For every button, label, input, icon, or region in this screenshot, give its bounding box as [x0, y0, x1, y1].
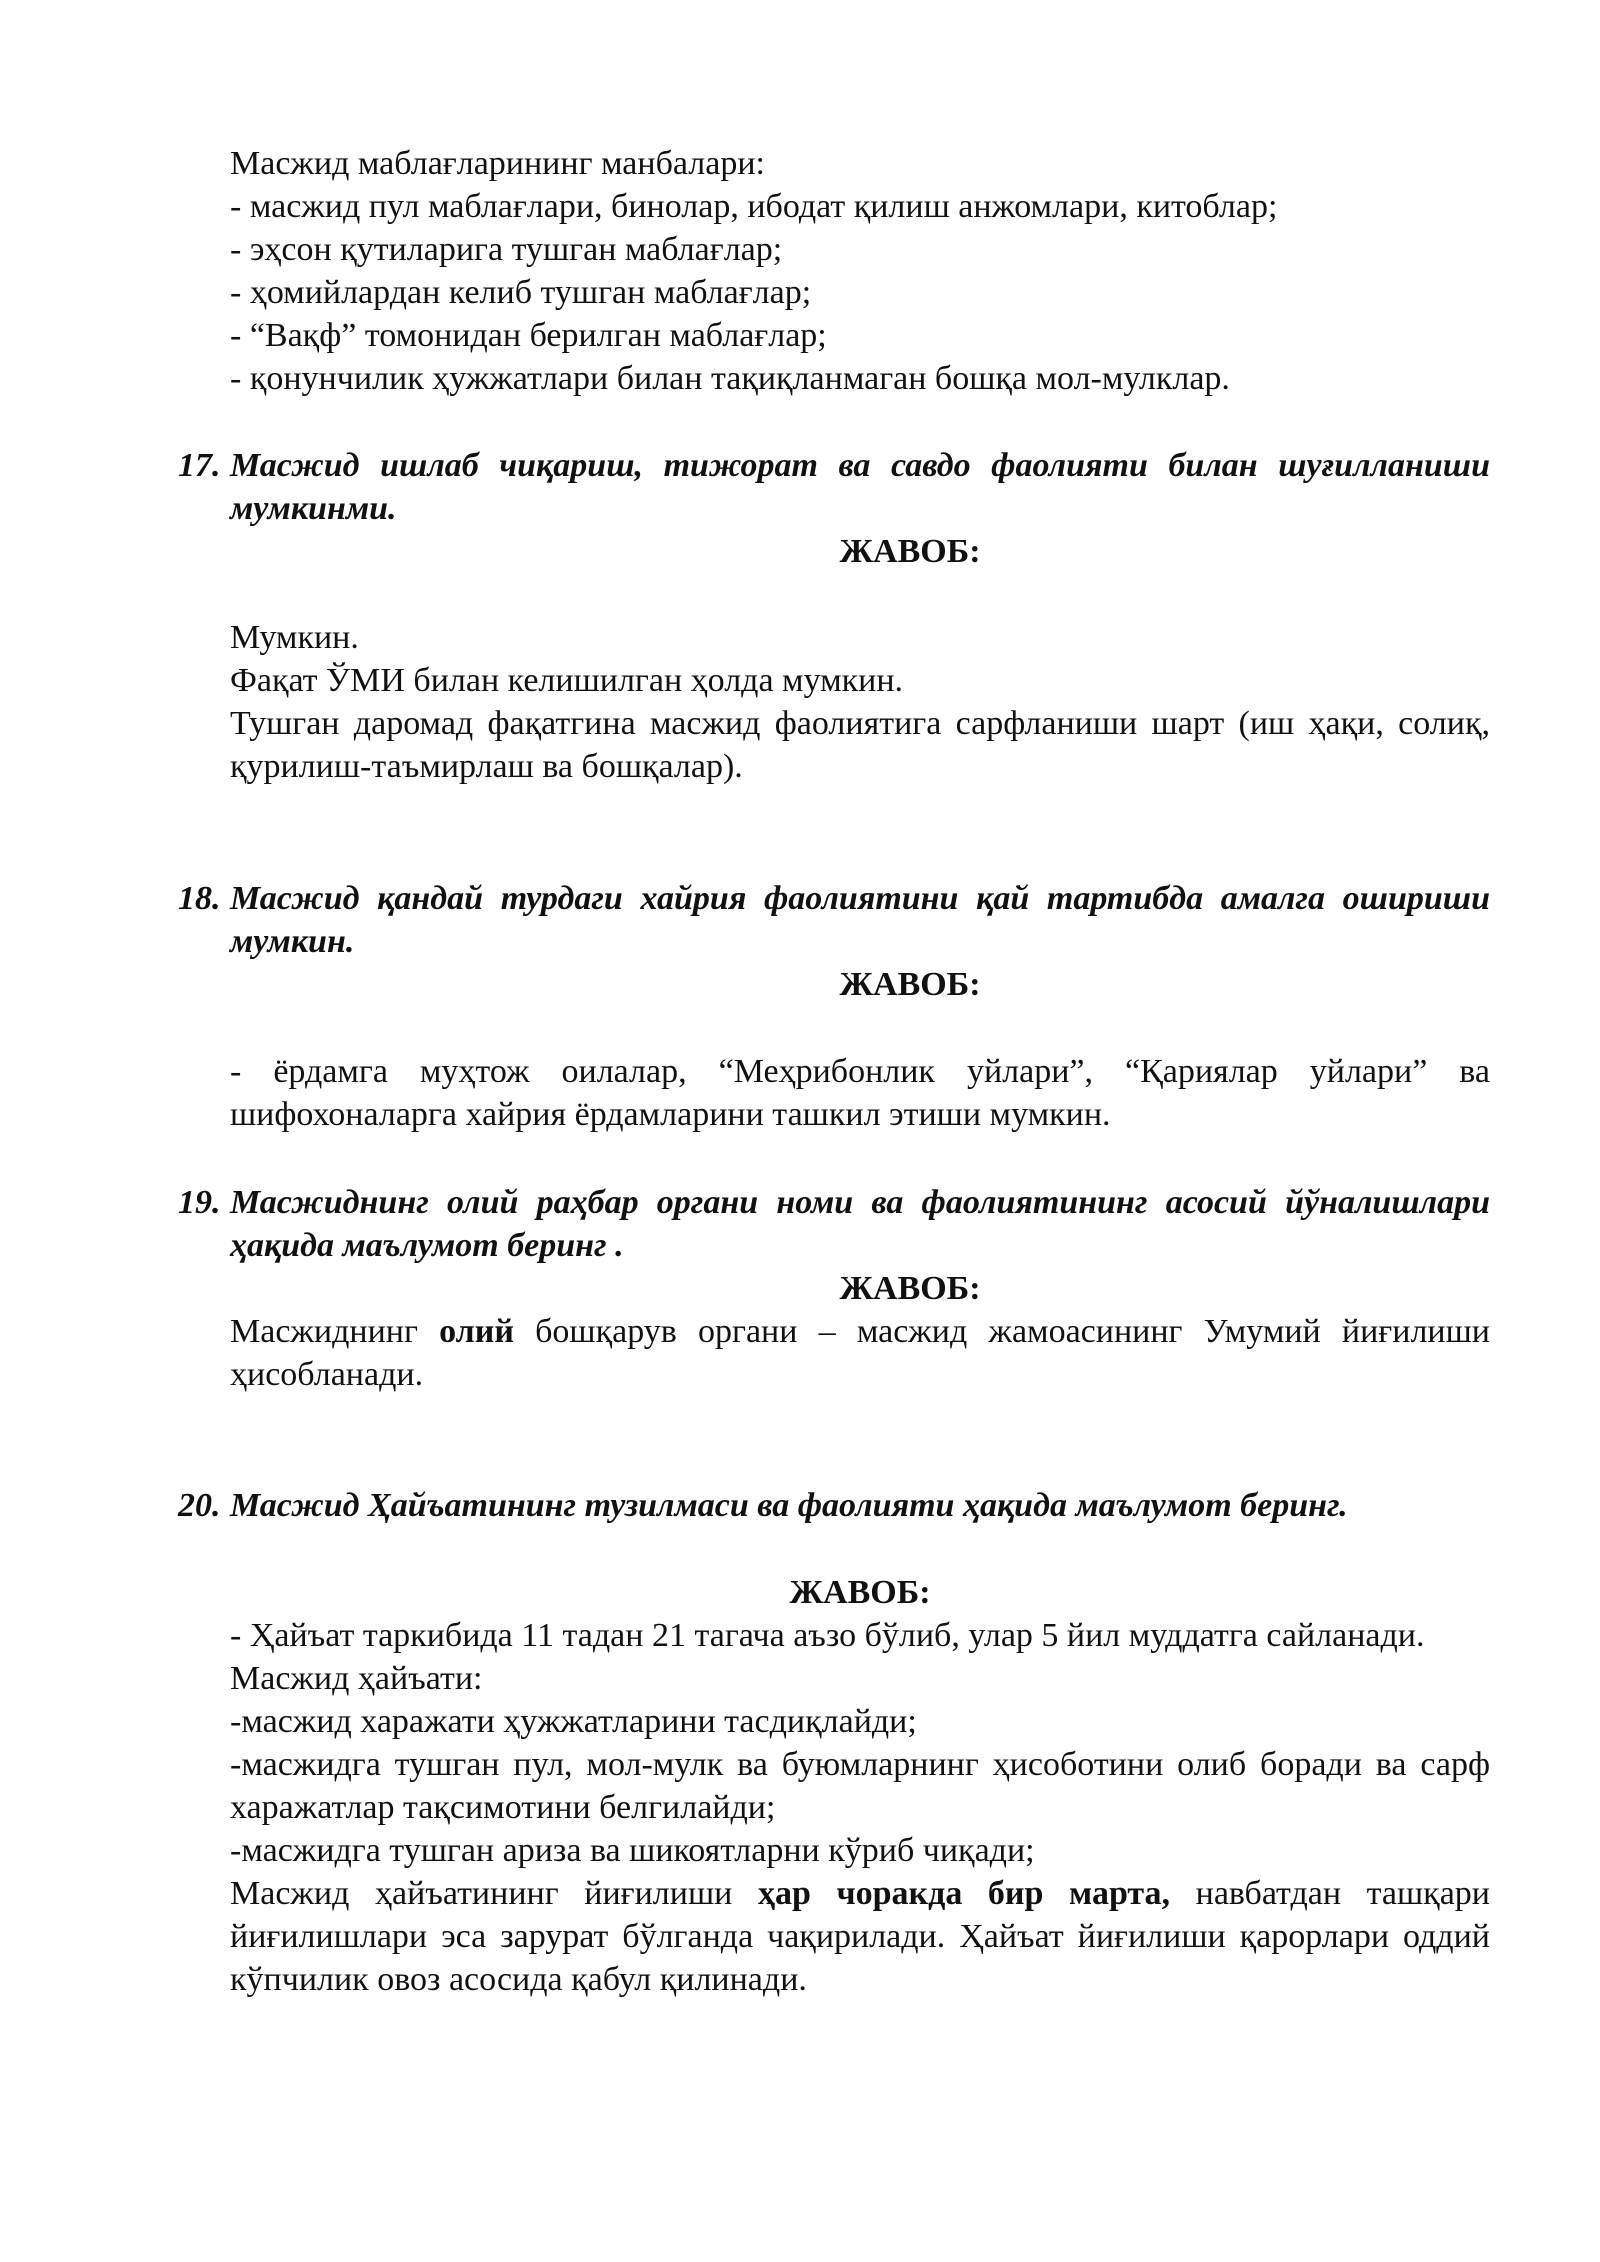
- answer-line: Фақат ЎМИ билан келишилган ҳолда мумкин.: [230, 662, 904, 699]
- question-number: 20.: [178, 1487, 221, 1524]
- answer-18: [230, 1050, 1490, 1136]
- answer-paragraph: - Ҳайъат таркибида 11 тадан 21 тагача аъзо бўлиб, улар 5 йил муддатга сайланади.: [230, 1617, 1425, 1654]
- answer-label: ЖАВОБ:: [839, 966, 981, 1003]
- answer-item: -масжидга тушган ариза ва шикоятларни кўриб чиқади;: [230, 1832, 1035, 1869]
- answer-label: ЖАВОБ:: [839, 533, 981, 570]
- answer-heading: Масжид ҳайъати:: [230, 1660, 483, 1697]
- funding-item: - қонунчилик ҳужжатлари билан тақиқланмаган бошқа мол-мулклар.: [230, 360, 1230, 397]
- answer-19: [230, 1310, 1490, 1396]
- answer-paragraph: Тушган даромад фақатгина масжид фаолиятига сарфланиши шарт (иш ҳақи, солиқ, қурилиш-таъмирлаш ва бошқалар).: [230, 705, 1490, 785]
- question-number: 18.: [178, 880, 221, 917]
- answer-20: [230, 1614, 1490, 2001]
- question-text: Масжид ишлаб чиқариш, тижорат ва савдо фаолияти билан шуғилланиши мумкинми.: [230, 447, 1490, 527]
- question-text: Масжиднинг олий раҳбар органи номи ва фаолиятининг асосий йўналишлари ҳақида маълумот беринг .: [230, 1184, 1490, 1264]
- funding-sources-heading: Масжид маблағларининг манбалари:: [230, 145, 765, 182]
- question-18: [178, 877, 1490, 963]
- funding-item: - эҳсон қутиларига тушган маблағлар;: [230, 231, 783, 268]
- question-20: [178, 1484, 1490, 1527]
- answer-17: [230, 616, 1490, 788]
- bold-term: ҳар чоракда бир марта,: [757, 1875, 1171, 1912]
- funding-sources-section: [230, 142, 1490, 400]
- funding-item: - “Вақф” томонидан берилган маблағлар;: [230, 317, 827, 354]
- question-text: Масжид қандай турдаги хайрия фаолиятини қай тартибда амалга ошириши мумкин.: [230, 880, 1490, 960]
- question-number: 17.: [178, 447, 221, 484]
- answer-item: -масжидга тушган пул, мол-мулк ва буюмларнинг ҳисоботини олиб боради ва сарф харажатлар тақсимотини белгилайди;: [230, 1746, 1490, 1826]
- answer-paragraph: Масжиднинг олий бошқарув органи – масжид жамоасининг Умумий йиғилиши ҳисобланади.: [230, 1313, 1490, 1393]
- answer-paragraph: - ёрдамга муҳтож оилалар, “Меҳрибонлик уйлари”, “Қариялар уйлари” ва шифохоналарга хайрия ёрдамларини ташкил этиши мумкин.: [230, 1053, 1490, 1133]
- answer-paragraph: Масжид ҳайъатининг йиғилиши ҳар чоракда бир марта, навбатдан ташқари йиғилишлари эса зарурат бўлганда чақирилади. Ҳайъат йиғилиши қарорлари оддий кўпчилик овоз асосида қабул қилинади.: [230, 1875, 1490, 1998]
- answer-label: ЖАВОБ:: [789, 1574, 931, 1611]
- question-17: [178, 444, 1490, 530]
- question-number: 19.: [178, 1184, 221, 1221]
- funding-item: - масжид пул маблағлари, бинолар, ибодат қилиш анжомлари, китоблар;: [230, 188, 1278, 225]
- funding-item: - ҳомийлардан келиб тушган маблағлар;: [230, 274, 812, 311]
- answer-line: Мумкин.: [230, 619, 359, 656]
- answer-label: ЖАВОБ:: [839, 1270, 981, 1307]
- bold-term: олий: [439, 1313, 514, 1350]
- answer-item: -масжид харажати ҳужжатларини тасдиқлайди;: [230, 1703, 917, 1740]
- question-19: [178, 1181, 1490, 1267]
- question-text: Масжид Ҳайъатининг тузилмаси ва фаолияти ҳақида маълумот беринг.: [230, 1487, 1348, 1524]
